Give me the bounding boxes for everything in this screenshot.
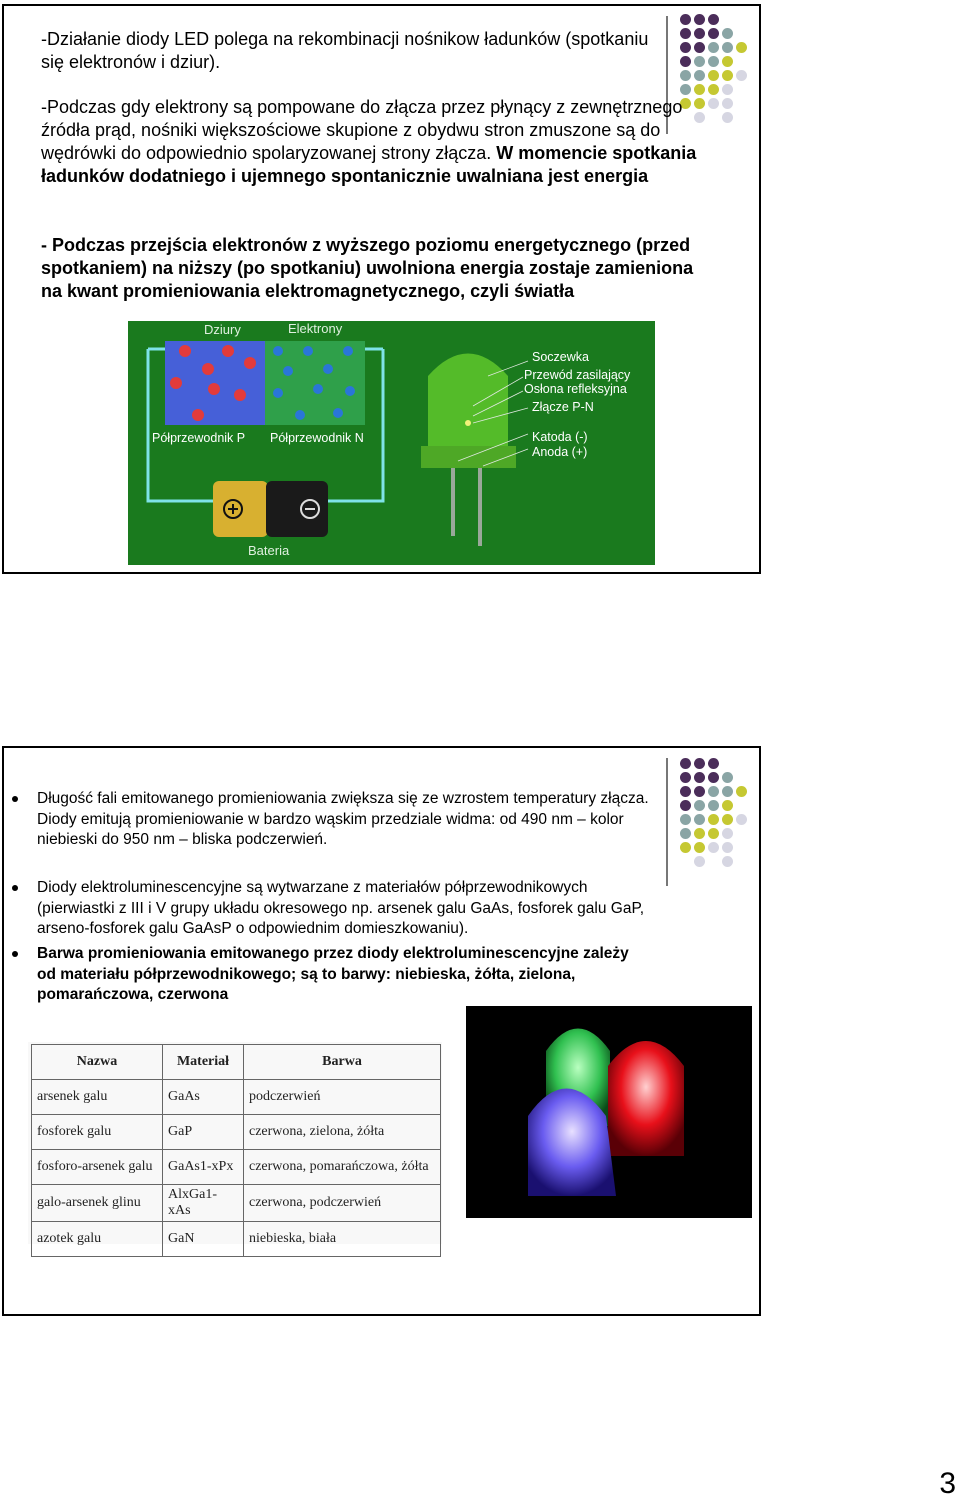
bullet-marker <box>12 885 18 891</box>
slide-2 <box>2 746 761 1316</box>
label-reflector: Osłona refleksyjna <box>524 382 627 396</box>
decor-vertical-line <box>666 758 668 886</box>
table-cell: czerwona, zielona, żółta <box>244 1115 441 1150</box>
table-cell: GaP <box>163 1115 244 1150</box>
red-led-icon <box>608 1041 684 1156</box>
table-row <box>32 1080 441 1115</box>
table-cell: fosforek galu <box>32 1115 163 1150</box>
bullet-2: Diody elektroluminescencyjne są wytwarzane z materiałów półprzewodnikowych (pierwiastki z III i V grupy układu okresowego np. arsenek galu GaAs, fosforek galu GaP, arseno-fosforek galu GaAsP o odpowiednim domieszkowaniu). <box>37 879 645 937</box>
label-cathode: Katoda (-) <box>532 430 588 444</box>
table-cell: czerwona, pomarańczowa, żółta <box>244 1150 441 1185</box>
table-cell: podczerwień <box>244 1080 441 1115</box>
label-pn-junction: Złącze P-N <box>532 400 594 414</box>
bullet-marker <box>12 796 18 802</box>
bullet-marker <box>12 951 18 957</box>
table-row <box>32 1115 441 1150</box>
paragraph-2-part-b: W momencie spotkania ładunków dodatniego i ujemnego spontanicznie uwalniana jest energia <box>41 143 697 186</box>
table-cell: GaAs <box>163 1080 244 1115</box>
label-power-wire: Przewód zasilający <box>524 368 631 382</box>
label-n-semiconductor: Półprzewodnik N <box>270 431 364 445</box>
label-lens: Soczewka <box>532 350 589 364</box>
table-header: Nazwa <box>32 1045 163 1080</box>
table-cell: GaAs1-xPx <box>163 1150 244 1185</box>
table-row <box>32 1185 441 1222</box>
table-cell: czerwona, podczerwień <box>244 1185 441 1222</box>
bullet-3: Barwa promieniowania emitowanego przez diody elektroluminescencyjne zależy od materiału półprzewodnikowego; są to barwy: niebieska, żółta, zielona, pomarańczowa, czerwona <box>37 945 629 1003</box>
table-row <box>32 1222 441 1257</box>
materials-table <box>31 1044 441 1257</box>
label-electrons: Elektrony <box>288 321 343 336</box>
table-row <box>32 1150 441 1185</box>
table-cell: GaN <box>163 1222 244 1257</box>
led-photo <box>466 1006 752 1218</box>
label-anode: Anoda (+) <box>532 445 588 459</box>
paragraph-2-part-a: -Podczas gdy elektrony są pompowane do złącza przez płynący z zewnętrznego źródła prąd, nośniki większościowe skupione z obydwu stron zmuszone są do wędrówki do odpowiednio spolaryzowanej strony złącza. <box>41 97 683 163</box>
page-number: 3 <box>939 1467 956 1500</box>
table-cell: azotek galu <box>32 1222 163 1257</box>
paragraph-2 <box>41 96 713 188</box>
paragraph-1: -Działanie diody LED polega na rekombinacji nośnikow ładunków (spotkaniu się elektronów i dziur). <box>41 29 649 72</box>
slide-1 <box>2 4 761 574</box>
label-battery: Bateria <box>248 543 290 558</box>
led-diagram <box>128 321 655 565</box>
paragraph-3: - Podczas przejścia elektronów z wyższego poziomu energetycznego (przed spotkaniem) na niższy (po spotkaniu) uwolniona energia zostaje zamieniona na kwant promieniowania elektromagnetycznego, czyli światła <box>41 235 694 301</box>
table-cell: galo-arsenek glinu <box>32 1185 163 1222</box>
label-p-semiconductor: Półprzewodnik P <box>152 431 246 445</box>
table-cell: AlxGa1-xAs <box>163 1185 244 1222</box>
battery-icon <box>213 481 328 537</box>
table-header: Materiał <box>163 1045 244 1080</box>
table-cell: fosforo-arsenek galu <box>32 1150 163 1185</box>
table-header: Barwa <box>244 1045 441 1080</box>
table-cell: arsenek galu <box>32 1080 163 1115</box>
label-holes: Dziury <box>204 322 241 337</box>
table-cell: niebieska, biała <box>244 1222 441 1257</box>
bullet-1: Długość fali emitowanego promieniowania zwiększa się ze wzrostem temperatury złącza. Diody emitują promieniowanie w bardzo wąskim przedziale widma: od 490 nm – kolor niebieski do 950 nm – bliska podczerwień. <box>37 790 649 848</box>
